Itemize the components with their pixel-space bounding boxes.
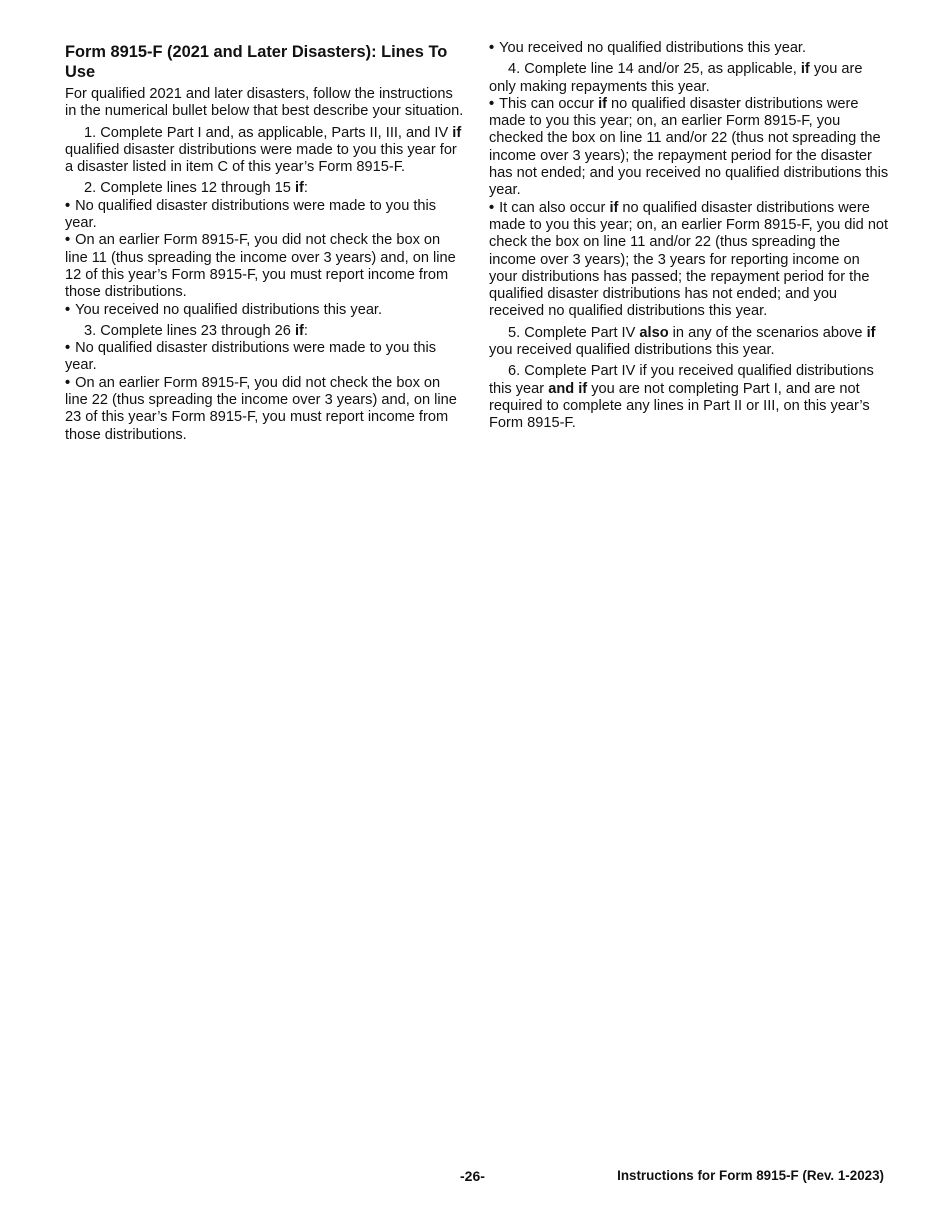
- page-footer: [0, 1168, 950, 1188]
- item-3: 3. Complete lines 23 through 26 if:: [84, 322, 308, 339]
- section-heading: Form 8915-F (2021 and Later Disasters): Lines To Use: [65, 43, 448, 81]
- right-column: [489, 40, 889, 433]
- item-2-bullet: • You received no qualified distributions this year.: [65, 302, 465, 319]
- item-2-bullet: • On an earlier Form 8915-F, you did not check the box on line 11 (thus spreading the income over 3 years) and, on line 12 of this year’s Form 8915-F, you must report income from those distributions.: [65, 232, 465, 301]
- item-6: 6. Complete Part IV if you received qualified distributions this year and if you are not completing Part I, and are not required to complete any lines in Part II or III, on this year’s Form 8915-F.: [489, 363, 874, 432]
- item-4-bullet: • It can also occur if no qualified disaster distributions were made to you this year; on, an earlier Form 8915-F, you did not check the box on line 11 and/or 22 (thus spreading the income over 3 years); the 3 years for reporting income on your distributions has passed; the repayment period for the qualified disaster distributions has not ended; and you received no qualified distributions this year.: [489, 200, 889, 321]
- item-3-bullet: • You received no qualified distributions this year.: [489, 40, 889, 57]
- item-2-bullet: • No qualified disaster distributions were made to you this year.: [65, 198, 465, 233]
- item-3-bullet: • No qualified disaster distributions were made to you this year.: [65, 340, 465, 375]
- item-4: 4. Complete line 14 and/or 25, as applicable, if you are only making repayments this year.: [489, 61, 863, 95]
- item-1: 1. Complete Part I and, as applicable, Parts II, III, and IV if qualified disaster distributions were made to you this year for a disaster listed in item C of this year’s Form 8915-F.: [65, 124, 462, 176]
- intro-paragraph: For qualified 2021 and later disasters, follow the instructions in the numerical bullet below that best describe your situation.: [65, 86, 464, 120]
- item-2: 2. Complete lines 12 through 15 if:: [84, 180, 308, 197]
- page-number: -26-: [460, 1168, 485, 1184]
- item-4-bullet: • This can occur if no qualified disaster distributions were made to you this year; on, an earlier Form 8915-F, you checked the box on line 11 and/or 22 (thus not spreading the income over 3 years); the repayment period for the disaster has not ended; and you received no qualified distributions this year.: [489, 96, 889, 200]
- item-3-bullet: • On an earlier Form 8915-F, you did not check the box on line 22 (thus spreading the income over 3 years) and, on line 23 of this year’s Form 8915-F, you must report income from those distributions.: [65, 375, 465, 444]
- left-column: [65, 40, 465, 444]
- item-5: 5. Complete Part IV also in any of the scenarios above if you received qualified distributions this year.: [489, 324, 876, 359]
- document-title: Instructions for Form 8915-F (Rev. 1-2023): [617, 1168, 884, 1183]
